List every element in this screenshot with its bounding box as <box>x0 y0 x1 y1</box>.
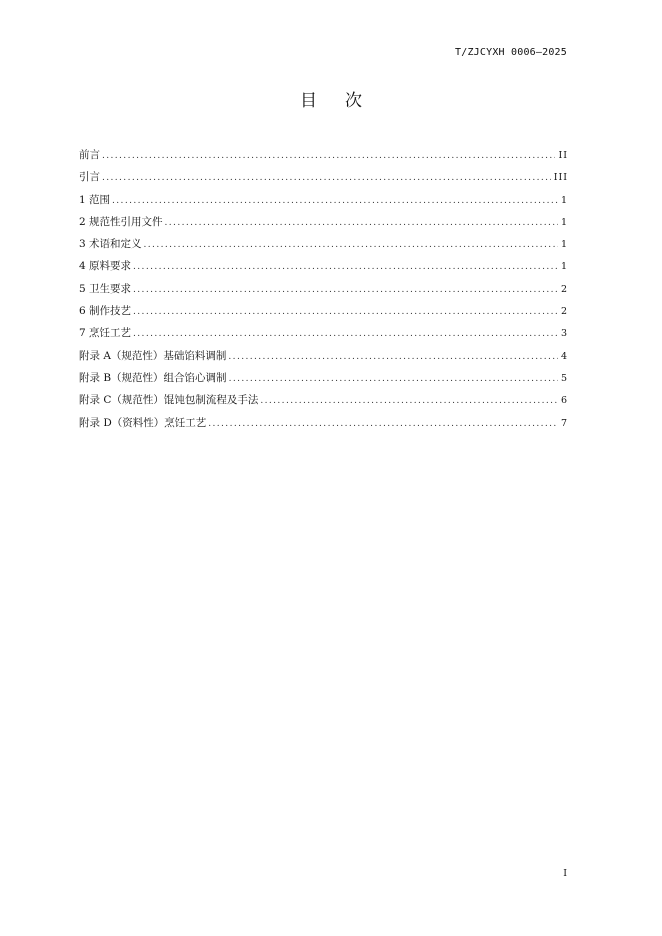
toc-leader-dots <box>102 170 551 186</box>
toc-entry-appendix-c[interactable] <box>79 392 568 414</box>
toc-entry-label: 5 卫生要求 <box>79 282 132 295</box>
toc-entry-label: 附录 A（规范性）基础馅料调制 <box>79 349 227 362</box>
toc-entry-page: II <box>558 150 568 161</box>
toc-entry-label: 4 原料要求 <box>79 260 132 273</box>
toc-entry-label: 引言 <box>79 171 100 184</box>
toc-entry-label: 前言 <box>79 149 100 161</box>
toc-entry-scope[interactable] <box>79 192 568 214</box>
toc-entry-foreword[interactable] <box>79 147 568 169</box>
toc-leader-dots <box>133 282 558 298</box>
toc-entry-page: 2 <box>560 283 568 295</box>
toc-entry-label: 3 术语和定义 <box>79 238 142 251</box>
toc-leader-dots <box>133 304 558 320</box>
toc-entry-page: 5 <box>560 372 568 384</box>
toc-entry-introduction[interactable] <box>79 169 568 191</box>
toc-entry-label: 7 烹饪工艺 <box>79 327 132 340</box>
toc-entry-normative-references[interactable] <box>79 214 568 236</box>
table-of-contents <box>79 147 568 437</box>
toc-entry-page: 1 <box>560 194 568 206</box>
toc-leader-dots <box>208 416 558 432</box>
toc-leader-dots <box>102 148 555 164</box>
toc-entry-page: 2 <box>560 306 568 318</box>
toc-entry-page: 7 <box>560 417 568 429</box>
toc-leader-dots <box>260 393 558 409</box>
toc-leader-dots <box>228 349 558 365</box>
document-code: T/ZJCYXH 0006—2025 <box>455 47 567 58</box>
toc-leader-dots <box>144 237 558 253</box>
toc-entry-appendix-d[interactable] <box>79 415 568 437</box>
toc-entry-cooking-process[interactable] <box>79 325 568 347</box>
toc-leader-dots <box>165 215 558 231</box>
toc-entry-label: 附录 B（规范性）组合馅心调制 <box>79 371 227 384</box>
toc-entry-terms-definitions[interactable] <box>79 236 568 258</box>
toc-entry-page: 1 <box>560 239 568 251</box>
toc-entry-page: III <box>553 172 568 184</box>
toc-entry-page: 3 <box>560 328 568 340</box>
toc-leader-dots <box>133 326 558 342</box>
toc-entry-label: 2 规范性引用文件 <box>79 215 163 228</box>
toc-leader-dots <box>112 193 558 209</box>
toc-entry-label: 附录 D（资料性）烹饪工艺 <box>79 416 207 429</box>
toc-entry-label: 6 制作技艺 <box>79 305 132 318</box>
toc-entry-page: 4 <box>560 350 568 362</box>
page-title: 目次 <box>300 91 390 111</box>
toc-entry-raw-materials[interactable] <box>79 258 568 280</box>
toc-entry-hygiene[interactable] <box>79 281 568 303</box>
toc-entry-appendix-b[interactable] <box>79 370 568 392</box>
toc-entry-label: 1 范围 <box>79 193 111 206</box>
toc-leader-dots <box>133 259 558 275</box>
toc-entry-page: 1 <box>560 261 568 273</box>
page-number: I <box>563 868 567 879</box>
toc-entry-appendix-a[interactable] <box>79 348 568 370</box>
toc-entry-page: 1 <box>560 216 568 228</box>
toc-entry-production-skills[interactable] <box>79 303 568 325</box>
toc-entry-label: 附录 C（规范性）馄饨包制流程及手法 <box>79 394 259 407</box>
toc-entry-page: 6 <box>560 395 568 407</box>
toc-leader-dots <box>229 371 558 387</box>
